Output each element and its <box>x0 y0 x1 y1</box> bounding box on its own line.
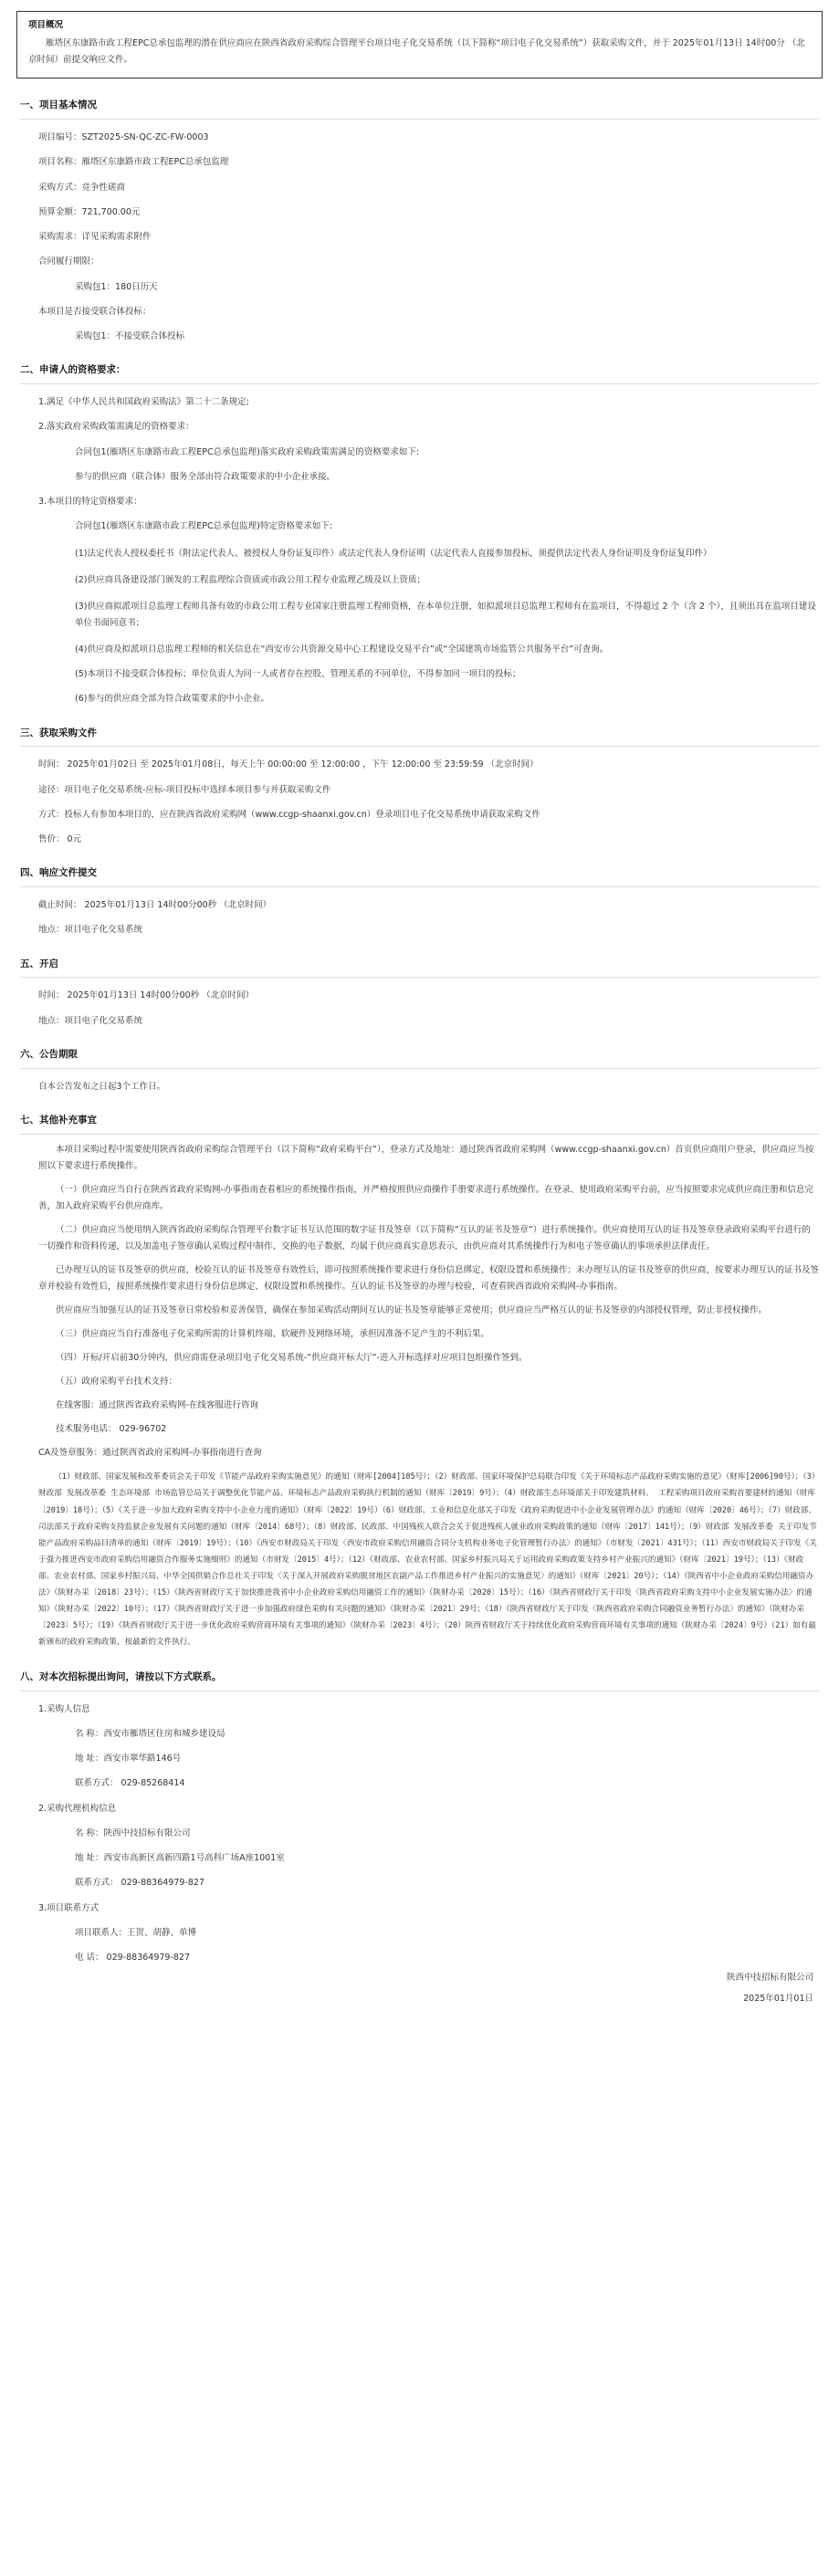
section-opening <box>20 958 819 1028</box>
section-title: 八、对本次招标提出询问，请按以下方式联系。 <box>20 1670 819 1691</box>
section-supplementary <box>20 1114 819 1650</box>
qualification-item: 2.落实政府采购政策需满足的资格要求： <box>38 422 194 433</box>
contact-person: 项目联系人：王贺、胡静、单博 <box>75 1927 197 1938</box>
signature-block <box>0 1972 813 2005</box>
qualification-item: (1)法定代表人授权委托书（附法定代表人、被授权人身份证复印件）或法定代表人身份证明（法定代表人直接参加投标，须提供法定代表人身份证明及身份证复印件） <box>75 548 712 559</box>
project-overview-box <box>16 11 823 79</box>
agent-heading: 2.采购代理机构信息 <box>38 1803 117 1814</box>
section-contacts <box>20 1670 819 1965</box>
opening-time: 时间： 2025年01月13日 14时00分00秒 （北京时间） <box>38 990 255 1001</box>
project-number: 项目编号：SZT2025-SN-QC-ZC-FW-0003 <box>38 132 209 143</box>
buyer-name: 名 称：西安市雁塔区住房和城乡建设局 <box>75 1728 225 1739</box>
qualification-item: 合同包1(雁塔区东康路市政工程EPC总承包监理)特定资格要求如下: <box>75 521 333 532</box>
policy-references: （1）财政部、国家发展和改革委员会关于印发《节能产品政府采购实施意见》的通知（财库[2004]185号）；（2）财政部、国家环境保护总局联合印发《关于环境标志产品政府采购实施的意见》（财库[2006]90号）；（3）财政部 发展改革委 生态环境部 市场监管总局关于调整优化节能产品、环境标志产品政府采购执行机制的通知（财库〔2019〕9号）；（4）财政部生态环境部关于印发建筑材料。 工程采购项目政府采购首要建材的通知（财库〔2019〕18号）；（5）《关于进一步加大政府采购支持中小企业力度的通知》（财库〔2022〕19号）（6）财政部、工业和信息化部关于印发《政府采购促进中小企业发展管理办法》的通知（财库〔2020〕46号）；（7）财政部、司法部关于政府采购支持监狱企业发展有关问题的通知（财库〔2014〕68号）；（8）财政部、民政部、中国残疾人联合会关于促进残疾人就业政府采购政策的通知（财库〔2017〕141号）；（9）财政部 发展改革委 关于印发节能产品政府采购品目清单的通知（财库〔2019〕19号）；（10）《西安市财政局关于印发〈西安市政府采购信用融资合同分支机构业务电子化管理暂行办法〉的通知》（市财发〔2021〕431号）；（11）西安市财政局关于印发《关于强力推进西安市政府采购信用融资合作服务实施细则》的通知（市财发〔2015〕4号）；（12）《财政部、农业农村部、国家乡村振兴局关于运用政府采购政策支持乡村产业振兴的通知》（财库〔2021〕19号）；（13）《财政部、农业农村部、国家乡村振兴局、中华全国供销合作总社关于印发〈关于深入开展政府采购脱贫地区农副产品工作推进乡村产业振兴的实施意见〉的通知》（财库〔2021〕20号）；（14）《陕西省中小企业政府采购信用融资办法》（陕财办采〔2018〕23号）；（15）《陕西省财政厅关于加快推进我省中小企业政府采购信用融资工作的通知》（陕财办采〔2020〕15号）；（16）《陕西省财政厅关于印发〈陕西省政府采购支持中小企业发展实施办法〉的通知》（陕财办采〔2022〕10号）；（17）《陕西省财政厅关于进一步加强政府绿色采购有关问题的通知》（陕财办采〔2021〕29号；（18）《陕西省财政厅关于印发〈陕西省政府采购合同融资业务暂行办法〉的通知》（陕财办采〔2023〕5号）；（19）《陕西省财政厅关于进一步优化政府采购营商环境有关事项的通知》（陕财办采〔2023〕4号）；（20）陕西省财政厅关于持续优化政府采购营商环境有关事项的通知（陕财办采〔2024〕9号）（21）如有最新颁布的政府采购政策，按最新的文件执行。 <box>38 1472 817 1647</box>
supplementary-paragraph: （四）开标/开启前30分钟内，供应商需登录项目电子化交易系统-“供应商开标大厅”-进入开标选择对应项目包组操作签到。 <box>56 1353 528 1364</box>
obtain-route: 途径：项目电子化交易系统-应标-项目投标中选择本项目参与并获取采购文件 <box>38 784 331 795</box>
qualification-item: 3.本项目的特定资格要求： <box>38 497 142 508</box>
ca-service: CA及签章服务：通过陕西省政府采购网-办事指南进行查询 <box>38 1448 262 1459</box>
section-submission <box>20 866 819 937</box>
section-title: 三、获取采购文件 <box>20 727 819 748</box>
submission-place: 地点：项目电子化交易系统 <box>38 925 143 936</box>
supplementary-paragraph: （三）供应商应当自行准备电子化采购所需的计算机终端、软硬件及网络环境，承担因准备不足产生的不利后果。 <box>56 1329 490 1340</box>
signing-organization: 陕西中技招标有限公司 <box>726 1973 813 1984</box>
signing-date: 2025年01月01日 <box>743 1993 813 2004</box>
consortium-value: 采购包1：不接受联合体投标 <box>75 331 185 342</box>
buyer-heading: 1.采购人信息 <box>38 1703 90 1714</box>
overview-text: 雁塔区东康路市政工程EPC总承包监理的潜在供应商应在陕西省政府采购综合管理平台项目电子化交易系统（以下简称“项目电子化交易系统”）获取采购文件，并于 2025年01月13日 14时00分 （北京时间）前提交响应文件。 <box>28 38 805 66</box>
contact-phone: 电 话： 029-88364979-827 <box>75 1953 191 1963</box>
opening-place: 地点：项目电子化交易系统 <box>38 1015 143 1026</box>
contact-heading: 3.项目联系方式 <box>38 1902 100 1913</box>
section-notice-period <box>20 1048 819 1094</box>
overview-title: 项目概况 <box>28 20 64 30</box>
section-title: 六、公告期限 <box>20 1048 819 1069</box>
supplementary-paragraph: 已办理互认的证书及签章的供应商，校验互认的证书及签章有效性后，即可按照系统操作要求进行身份信息绑定、权限设置和系统操作；未办理互认的证书及签章的供应商，按要求办理互认的证书及签章并校验有效性后，按照系统操作要求进行身份信息绑定、权限设置和系统操作。互认的证书及签章的办理与校验，可查看陕西省政府采购网-办事指南。 <box>38 1265 820 1293</box>
agent-name: 名 称：陕西中技招标有限公司 <box>75 1827 191 1838</box>
qualification-item: 合同包1(雁塔区东康路市政工程EPC总承包监理)落实政府采购政策需满足的资格要求如下: <box>75 446 420 457</box>
tech-support-phone: 技术服务电话： 029-96702 <box>56 1424 167 1435</box>
section-title: 一、项目基本情况 <box>20 99 819 120</box>
qualification-item: (2)供应商具备建设部门颁发的工程监理综合资质或市政公用工程专业监理乙级及以上资质； <box>75 574 425 585</box>
buyer-phone: 联系方式： 029-85268414 <box>75 1778 185 1789</box>
qualification-item: 参与的供应商（联合体）服务全部由符合政策要求的中小企业承接。 <box>75 471 336 482</box>
budget-amount: 预算金额：721,700.00元 <box>38 206 141 217</box>
supplementary-paragraph: （二）供应商应当使用纳入陕西省政府采购综合管理平台数字证书互认范围的数字证书及签章（以下简称“互认的证书及签章”）进行系统操作。供应商使用互认的证书及签章登录政府采购平台进行的一切操作和资料传递，以及加盖电子签章确认采购过程中制作、交换的电子数据，均属于供应商真实意思表示，由供应商对其系统操作行为和电子签章确认的事项承担法律责任。 <box>38 1224 811 1251</box>
procurement-method: 采购方式：竞争性磋商 <box>38 182 126 193</box>
qualification-item: (5)本项目不接受联合体投标；单位负责人为同一人或者存在控股、管理关系的不同单位，不得参加同一项目的投标； <box>75 669 521 680</box>
qualification-item: (3)供应商拟派项目总监理工程师具备有效的市政公用工程专业国家注册监理工程师资格，在本单位注册，如拟派项目总监理工程师有在监项目，不得超过 2 个（含 2 个），且须出具在监项目建设单位书面同意书； <box>75 601 816 628</box>
consortium-label: 本项目是否接受联合体投标： <box>38 306 152 317</box>
qualification-item: 1.满足《中华人民共和国政府采购法》第二十二条规定; <box>38 397 249 408</box>
section-title: 四、响应文件提交 <box>20 866 819 887</box>
section-title: 五、开启 <box>20 958 819 979</box>
supplementary-paragraph: （五）政府采购平台技术支持： <box>56 1377 178 1387</box>
announcement-page <box>0 11 839 2042</box>
submission-deadline: 截止时间： 2025年01月13日 14时00分00秒 （北京时间） <box>38 900 272 911</box>
obtain-method: 方式：投标人有参加本项目的，应在陕西省政府采购网（www.ccgp-shaanxi.gov.cn）登录项目电子化交易系统申请获取采购文件 <box>38 809 540 820</box>
contract-period-label: 合同履行期限： <box>38 257 100 267</box>
section-title: 二、申请人的资格要求： <box>20 363 819 384</box>
contract-period-value: 采购包1：180日历天 <box>75 281 158 292</box>
project-name: 项目名称：雁塔区东康路市政工程EPC总承包监理 <box>38 157 229 168</box>
section-basic-info <box>20 99 819 343</box>
section-qualification <box>20 363 819 706</box>
qualification-item: (4)供应商及拟派项目总监理工程师的相关信息在“西安市公共资源交易中心工程建设交易平台”或“全国建筑市场监管公共服务平台”可查询。 <box>75 644 609 654</box>
qualification-item: (6)参与的供应商全部为符合政策要求的中小企业。 <box>75 694 269 705</box>
obtain-time: 时间： 2025年01月02日 至 2025年01月08日，每天上午 00:00:00 至 12:00:00 ，下午 12:00:00 至 23:59:59 （北京时间） <box>38 759 539 770</box>
notice-period-text: 自本公告发布之日起3个工作日。 <box>38 1081 166 1092</box>
supplementary-paragraph: （一）供应商应当自行在陕西省政府采购网-办事指南查看相应的系统操作指南，并严格按照供应商操作手册要求进行系统操作。在登录、使用政府采购平台前，应当按照要求完成供应商注册和信息完善，加入政府采购平台供应商库。 <box>38 1184 813 1211</box>
section-obtain-documents <box>20 727 819 847</box>
obtain-price: 售价： 0元 <box>38 834 82 845</box>
online-service: 在线客服：通过陕西省政府采购网-在线客服进行咨询 <box>56 1400 258 1411</box>
section-title: 七、其他补充事宜 <box>20 1114 819 1135</box>
supplementary-paragraph: 本项目采购过程中需要使用陕西省政府采购综合管理平台（以下简称“政府采购平台”），登录方式及地址：通过陕西省政府采购网（www.ccgp-shaanxi.gov.cn）首页供应商用户登录，供应商应当按照以下要求进行系统操作。 <box>38 1144 814 1171</box>
supplementary-paragraph: 供应商应当加强互认的证书及签章日常校验和妥善保管，确保在参加采购活动期间互认的证书及签章能够正常使用；供应商应当严格互认的证书及签章的内部授权管理，防止非授权操作。 <box>56 1305 768 1316</box>
agent-phone: 联系方式： 029-88364979-827 <box>75 1878 205 1889</box>
buyer-address: 地 址：西安市翠华路146号 <box>75 1754 182 1764</box>
agent-address: 地 址：西安市高新区高新四路1号高科广场A座1001室 <box>75 1853 285 1864</box>
procurement-requirement: 采购需求：详见采购需求附件 <box>38 232 152 243</box>
